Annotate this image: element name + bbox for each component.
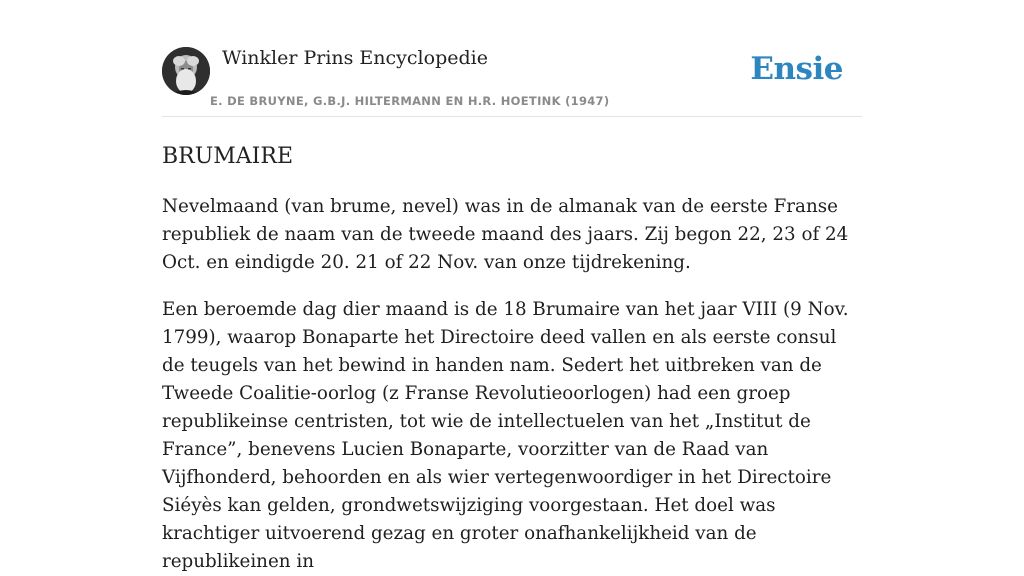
authors-credit: E. DE BRUYNE, G.B.J. HILTERMANN EN H.R. HOETINK (1947) bbox=[210, 94, 610, 108]
site-title[interactable]: Winkler Prins Encyclopedie bbox=[222, 47, 488, 69]
article-paragraph-2: Een beroemde dag dier maand is de 18 Brumaire van het jaar VIII (9 Nov. 1799), waarop Bonaparte het Directoire deed vallen en als eerste consul de teugels van het bewind in handen nam. Sedert het uitbreken van de Tweede Coalitie-oorlog (z Franse Revolutieoorlogen) had een groep republikeinse centristen, tot wie de intellectuelen van het „Institut de France”, benevens Lucien Bonaparte, voorzitter van de Raad van Vijfhonderd, behoorden en als wier vertegenwoordiger in het Directoire Siéyès kan gelden, grondwetswijziging voorgestaan. Het doel was krachtiger uitvoerend gezag en groter onafhankelijkheid van de republikeinen in bbox=[162, 299, 849, 572]
brand-logo[interactable]: Ensie bbox=[750, 51, 843, 87]
page bbox=[162, 0, 862, 576]
page-header bbox=[162, 0, 862, 117]
article-headword: BRUMAIRE bbox=[162, 144, 294, 169]
article-paragraph-1: Nevelmaand (van brume, nevel) was in de almanak van de eerste Franse republiek de naam van de tweede maand des jaars. Zij begon 22, 23 of 24 Oct. en eindigde 20. 21 of 22 Nov. van onze tijdrekening. bbox=[162, 196, 849, 273]
portrait-photo-icon bbox=[162, 47, 210, 95]
